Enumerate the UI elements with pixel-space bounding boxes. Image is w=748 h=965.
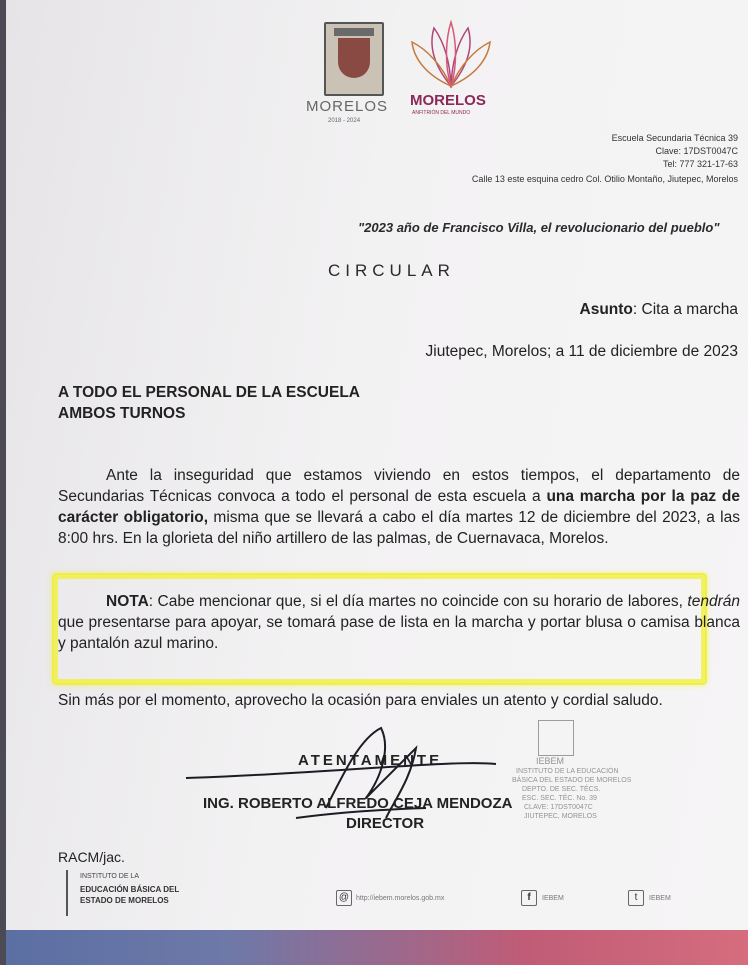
logo-name: MORELOS [306,98,389,115]
place-date: Jiutepec, Morelos; a 11 de diciembre de 2023 [425,343,738,360]
morelos-state-logo [306,22,390,130]
footer-twitter: IEBEM [649,895,671,902]
year-motto: "2023 año de Francisco Villa, el revolucionario del pueblo" [358,220,720,235]
signer-name: ING. ROBERTO ALFREDO CEJA MENDOZA [203,795,513,812]
addressee-line2: AMBOS TURNOS [58,405,186,422]
institute-line1: INSTITUTO DE LA [80,873,139,880]
brand-subtitle: ANFITRIÓN DEL MUNDO [412,110,471,116]
note-paragraph [58,591,740,654]
institute-line3: ESTADO DE MORELOS [80,896,169,905]
stamp-emblem-icon [538,720,574,756]
stamp-line: ESC. SEC. TÉC. No. 39 [522,795,597,802]
body-paragraph [58,465,740,549]
morelos-brand-logo [406,18,496,128]
facebook-icon: f [521,890,537,906]
footer-color-bar [6,930,748,965]
body-bold: una marcha por la paz de carácter obligatorio, [58,488,741,526]
body-text: Ante la inseguridad que estamos viviendo en estos tiempos, el departamento de Secundarias Técnicas convoca a todo el personal de esta escuela a [58,467,740,505]
note-text-2: que presentarse para apoyar, se tomará pase de lista en la marcha y portar blusa o camisa blanca y pantalón azul marino. [58,614,740,652]
stamp-line: IEBEM [536,756,565,766]
footer-website: http://iebem.morelos.gob.mx [356,895,445,902]
addressee-line1: A TODO EL PERSONAL DE LA ESCUELA [58,384,361,401]
school-stamp [506,720,632,830]
twitter-icon: t [628,890,644,906]
subject-line [580,299,739,320]
stamp-line: DEPTO. DE SEC. TÉCS. [522,786,601,793]
subject-value: : Cita a marcha [632,301,738,318]
body-text-2: misma que se llevará a cabo el día martes 12 de diciembre del 2023, a las 8:00 hrs. En la glorieta del niño artillero de las palmas, de Cuernavaca, Morelos. [58,509,740,547]
school-address: Calle 13 este esquina cedro Col. Otilio Montaño, Jiutepec, Morelos [471,174,738,184]
stamp-line: JIUTEPEC, MORELOS [524,813,597,820]
footer-divider [66,870,68,916]
note-text: : Cabe mencionar que, si el día martes no coincide con su horario de labores, [148,593,688,610]
note-label: NOTA [106,593,149,610]
school-name: Escuela Secundaria Técnica 39 [611,133,738,143]
school-clave: Clave: 17DST0047C [655,146,738,156]
initials: RACM/jac. [58,849,125,865]
document-type: CIRCULAR [328,261,455,280]
coat-of-arms-icon [324,22,384,96]
closing-paragraph: Sin más por el momento, aprovecho la ocasión para enviales un atento y cordial saludo. [58,692,663,709]
stamp-line: CLAVE: 17DST0047C [524,804,593,811]
document-page [6,0,748,965]
signer-role: DIRECTOR [346,815,425,832]
footer-facebook: IEBEM [542,895,564,902]
web-icon: @ [336,890,352,906]
lotus-flower-icon [406,18,496,90]
note-italic: tendrán [687,593,740,610]
logo-years: 2018 - 2024 [328,118,361,124]
stamp-line: BÁSICA DEL ESTADO DE MORELOS [512,777,632,784]
closing-atentamente: ATENTAMENTE [298,752,443,769]
institute-line2: EDUCACIÓN BÁSICA DEL [80,885,180,894]
subject-label: Asunto [579,301,633,318]
school-phone: Tel: 777 321-17-63 [662,159,738,169]
brand-name: MORELOS [410,92,486,109]
stamp-line: INSTITUTO DE LA EDUCACIÓN [516,768,619,775]
